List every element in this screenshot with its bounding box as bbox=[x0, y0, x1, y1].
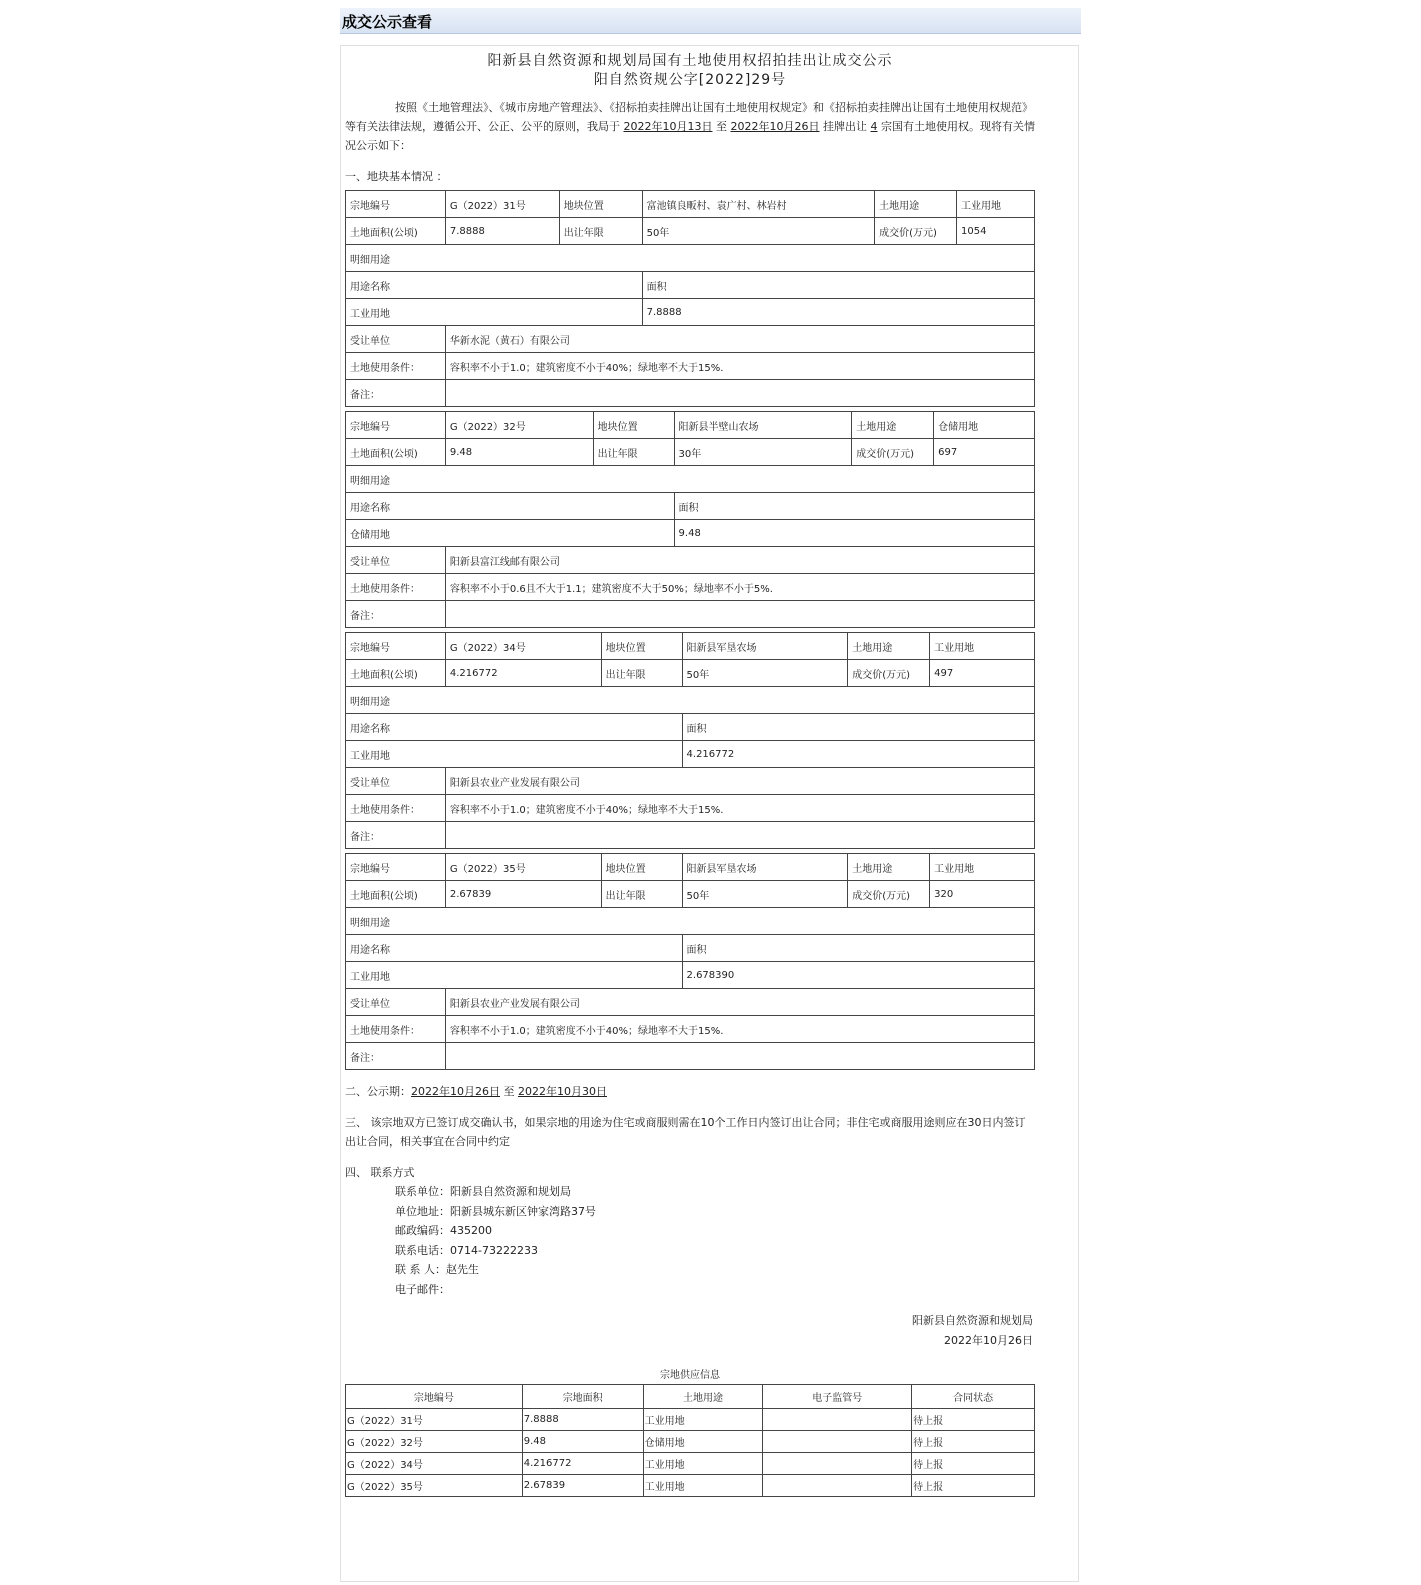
land-use-value: 工业用地 bbox=[930, 633, 1035, 660]
area-label: 土地面积(公顷) bbox=[346, 439, 446, 466]
intro-text-2: 挂牌出让 bbox=[819, 120, 871, 133]
parcel-row-remarks bbox=[346, 822, 1035, 849]
use-name-label: 用途名称 bbox=[346, 714, 683, 741]
area-label: 土地面积(公顷) bbox=[346, 660, 446, 687]
supply-cell: 待上报 bbox=[912, 1409, 1035, 1431]
page-title: 成交公示查看 bbox=[342, 13, 433, 31]
signature-block bbox=[345, 1311, 1035, 1350]
parcel-row-assignee bbox=[346, 989, 1035, 1016]
intro-to: 至 bbox=[712, 120, 731, 133]
parcel-row-detail-header bbox=[346, 935, 1035, 962]
intro-count: 4 bbox=[870, 120, 878, 133]
term-label: 出让年限 bbox=[559, 218, 642, 245]
area-short-label: 面积 bbox=[682, 935, 1034, 962]
term-value: 30年 bbox=[674, 439, 852, 466]
supply-body bbox=[346, 1409, 1035, 1497]
parcel-no-value: G（2022）35号 bbox=[445, 854, 601, 881]
parcel-no-label: 宗地编号 bbox=[346, 191, 446, 218]
area-short-label: 面积 bbox=[682, 714, 1034, 741]
assignee-value: 阳新县富江线邮有限公司 bbox=[445, 547, 1034, 574]
supply-header-cell: 宗地面积 bbox=[522, 1385, 643, 1409]
supply-header-cell: 土地用途 bbox=[643, 1385, 763, 1409]
supply-cell: 工业用地 bbox=[643, 1475, 763, 1497]
area-short-label: 面积 bbox=[674, 493, 1034, 520]
detail-use-label: 明细用途 bbox=[346, 908, 1035, 935]
parcel-no-label: 宗地编号 bbox=[346, 633, 446, 660]
price-value: 1054 bbox=[957, 218, 1035, 245]
remarks-value bbox=[445, 1043, 1034, 1070]
assignee-label: 受让单位 bbox=[346, 768, 446, 795]
remarks-value bbox=[445, 380, 1034, 407]
parcel-no-value: G（2022）31号 bbox=[445, 191, 559, 218]
detail-area-value: 7.8888 bbox=[642, 299, 1034, 326]
land-use-value: 工业用地 bbox=[930, 854, 1035, 881]
supply-cell: 待上报 bbox=[912, 1453, 1035, 1475]
supply-row bbox=[346, 1475, 1035, 1497]
notice-doc-number: 阳自然资规公字[2022]29号 bbox=[593, 72, 787, 88]
land-use-value: 工业用地 bbox=[957, 191, 1035, 218]
parcel-row-basic bbox=[346, 854, 1035, 881]
land-use-value: 仓储用地 bbox=[934, 412, 1035, 439]
supply-cell: 待上报 bbox=[912, 1475, 1035, 1497]
parcel-table bbox=[345, 632, 1035, 849]
use-name-label: 用途名称 bbox=[346, 493, 675, 520]
parcel-row-basic bbox=[346, 633, 1035, 660]
contact-address: 单位地址：阳新县城东新区钟家湾路37号 bbox=[395, 1204, 596, 1218]
area-value: 4.216772 bbox=[445, 660, 601, 687]
supply-cell bbox=[763, 1475, 912, 1497]
parcel-row-remarks bbox=[346, 1043, 1035, 1070]
supply-cell: 工业用地 bbox=[643, 1453, 763, 1475]
section4-title: 四、 联系方式 bbox=[345, 1166, 415, 1179]
signature-date: 2022年10月26日 bbox=[944, 1333, 1033, 1347]
location-value: 阳新县军垦农场 bbox=[682, 854, 848, 881]
section2-label: 二、公示期： bbox=[345, 1085, 411, 1098]
page-header-bar bbox=[340, 8, 1081, 34]
conditions-label: 土地使用条件： bbox=[346, 353, 446, 380]
term-label: 出让年限 bbox=[601, 660, 682, 687]
conditions-label: 土地使用条件： bbox=[346, 795, 446, 822]
term-value: 50年 bbox=[642, 218, 875, 245]
detail-area-value: 4.216772 bbox=[682, 741, 1034, 768]
supply-header-cell: 宗地编号 bbox=[346, 1385, 523, 1409]
price-label: 成交价(万元) bbox=[875, 218, 957, 245]
section2-date-start: 2022年10月26日 bbox=[411, 1085, 500, 1098]
parcel-no-label: 宗地编号 bbox=[346, 412, 446, 439]
detail-use-label: 明细用途 bbox=[346, 687, 1035, 714]
land-use-label: 土地用途 bbox=[848, 854, 930, 881]
land-use-label: 土地用途 bbox=[852, 412, 934, 439]
supply-header-row bbox=[346, 1385, 1035, 1409]
assignee-value: 阳新县农业产业发展有限公司 bbox=[445, 768, 1034, 795]
parcel-row-conditions bbox=[346, 574, 1035, 601]
remarks-label: 备注： bbox=[346, 822, 446, 849]
supply-header-cell: 合同状态 bbox=[912, 1385, 1035, 1409]
contact-block bbox=[345, 1182, 1035, 1299]
intro-text-3: 宗国有土地使用权。现将有关情况公示如下： bbox=[345, 120, 1035, 152]
section2 bbox=[345, 1082, 1035, 1101]
detail-name-value: 工业用地 bbox=[346, 299, 643, 326]
price-label: 成交价(万元) bbox=[852, 439, 934, 466]
area-label: 土地面积(公顷) bbox=[346, 881, 446, 908]
parcel-row-assignee bbox=[346, 547, 1035, 574]
parcel-no-value: G（2022）34号 bbox=[445, 633, 601, 660]
parcel-row-assignee bbox=[346, 768, 1035, 795]
intro-paragraph bbox=[345, 98, 1035, 155]
parcel-row-basic bbox=[346, 191, 1035, 218]
supply-cell: 4.216772 bbox=[522, 1453, 643, 1475]
parcel-row-detail-values bbox=[346, 299, 1035, 326]
parcel-row-detail-heading bbox=[346, 466, 1035, 493]
assignee-value: 华新水泥（黄石）有限公司 bbox=[445, 326, 1034, 353]
price-label: 成交价(万元) bbox=[848, 881, 930, 908]
remarks-label: 备注： bbox=[346, 380, 446, 407]
parcel-row-detail-values bbox=[346, 741, 1035, 768]
parcel-table bbox=[345, 853, 1035, 1070]
price-value: 697 bbox=[934, 439, 1035, 466]
parcel-row-detail-heading bbox=[346, 245, 1035, 272]
supply-cell: G（2022）34号 bbox=[346, 1453, 523, 1475]
term-value: 50年 bbox=[682, 881, 848, 908]
parcel-table bbox=[345, 411, 1035, 628]
term-label: 出让年限 bbox=[593, 439, 674, 466]
parcel-no-label: 宗地编号 bbox=[346, 854, 446, 881]
parcel-row-remarks bbox=[346, 601, 1035, 628]
detail-name-value: 工业用地 bbox=[346, 741, 683, 768]
conditions-value: 容积率不小于1.0；建筑密度不小于40%；绿地率不大于15%. bbox=[445, 353, 1034, 380]
intro-date-end: 2022年10月26日 bbox=[730, 120, 820, 133]
term-value: 50年 bbox=[682, 660, 848, 687]
detail-area-value: 9.48 bbox=[674, 520, 1034, 547]
remarks-value bbox=[445, 822, 1034, 849]
conditions-value: 容积率不小于1.0；建筑密度不小于40%；绿地率不大于15%. bbox=[445, 795, 1034, 822]
parcel-row-area bbox=[346, 881, 1035, 908]
parcel-row-detail-values bbox=[346, 962, 1035, 989]
remarks-label: 备注： bbox=[346, 601, 446, 628]
intro-date-start: 2022年10月13日 bbox=[623, 120, 713, 133]
supply-cell: 待上报 bbox=[912, 1431, 1035, 1453]
land-use-label: 土地用途 bbox=[875, 191, 957, 218]
location-value: 阳新县半壁山农场 bbox=[674, 412, 852, 439]
notice-title bbox=[345, 52, 1035, 90]
conditions-value: 容积率不小于1.0；建筑密度不小于40%；绿地率不大于15%. bbox=[445, 1016, 1034, 1043]
section2-date-end: 2022年10月30日 bbox=[518, 1085, 607, 1098]
contact-phone: 联系电话：0714-73222233 bbox=[395, 1243, 538, 1257]
land-use-label: 土地用途 bbox=[848, 633, 930, 660]
parcel-row-detail-header bbox=[346, 272, 1035, 299]
parcel-row-conditions bbox=[346, 1016, 1035, 1043]
location-label: 地块位置 bbox=[559, 191, 642, 218]
document-frame bbox=[340, 45, 1079, 1582]
detail-area-value: 2.678390 bbox=[682, 962, 1034, 989]
conditions-value: 容积率不小于0.6且不大于1.1；建筑密度不大于50%；绿地率不小于5%. bbox=[445, 574, 1034, 601]
contact-postcode: 邮政编码：435200 bbox=[395, 1224, 492, 1237]
parcel-row-detail-values bbox=[346, 520, 1035, 547]
price-value: 320 bbox=[930, 881, 1035, 908]
parcel-row-area bbox=[346, 218, 1035, 245]
location-value: 阳新县军垦农场 bbox=[682, 633, 848, 660]
supply-cell: 9.48 bbox=[522, 1431, 643, 1453]
remarks-value bbox=[445, 601, 1034, 628]
supply-cell: G（2022）32号 bbox=[346, 1431, 523, 1453]
parcel-row-detail-header bbox=[346, 493, 1035, 520]
section1-title: 一、地块基本情况 ： bbox=[345, 170, 448, 183]
detail-name-value: 仓储用地 bbox=[346, 520, 675, 547]
area-value: 2.67839 bbox=[445, 881, 601, 908]
parcel-row-remarks bbox=[346, 380, 1035, 407]
supply-cell: G（2022）35号 bbox=[346, 1475, 523, 1497]
supply-row bbox=[346, 1431, 1035, 1453]
assignee-label: 受让单位 bbox=[346, 547, 446, 574]
detail-use-label: 明细用途 bbox=[346, 466, 1035, 493]
section3: 三、 该宗地双方已签订成交确认书，如果宗地的用途为住宅或商服则需在10个工作日内签订出让合同；非住宅或商服用途则应在30日内签订出让合同，相关事宜在合同中约定 bbox=[345, 1116, 1026, 1148]
parcel-table bbox=[345, 190, 1035, 407]
signature-org: 阳新县自然资源和规划局 bbox=[912, 1314, 1033, 1327]
parcel-row-detail-heading bbox=[346, 687, 1035, 714]
area-short-label: 面积 bbox=[642, 272, 1034, 299]
detail-use-label: 明细用途 bbox=[346, 245, 1035, 272]
location-label: 地块位置 bbox=[593, 412, 674, 439]
supply-cell: 工业用地 bbox=[643, 1409, 763, 1431]
detail-name-value: 工业用地 bbox=[346, 962, 683, 989]
location-label: 地块位置 bbox=[601, 854, 682, 881]
contact-person: 联 系 人：赵先生 bbox=[395, 1263, 479, 1276]
parcel-row-area bbox=[346, 660, 1035, 687]
term-label: 出让年限 bbox=[601, 881, 682, 908]
intro-text-1: 按照《土地管理法》、《城市房地产管理法》、《招标拍卖挂牌出让国有土地使用权规定》和《招标拍卖挂牌出让国有土地使用权规范》等有关法律法规，遵循公开、公正、公平的原则，我局于 bbox=[345, 101, 1033, 133]
parcel-row-conditions bbox=[346, 353, 1035, 380]
supply-cell: G（2022）31号 bbox=[346, 1409, 523, 1431]
area-value: 9.48 bbox=[445, 439, 593, 466]
supply-table bbox=[345, 1384, 1035, 1497]
parcel-row-area bbox=[346, 439, 1035, 466]
parcel-row-assignee bbox=[346, 326, 1035, 353]
supply-cell: 仓储用地 bbox=[643, 1431, 763, 1453]
location-value: 富池镇良畈村、袁广村、林岩村 bbox=[642, 191, 875, 218]
contact-email: 电子邮件： bbox=[395, 1282, 450, 1296]
section2-to: 至 bbox=[500, 1085, 518, 1098]
supply-cell bbox=[763, 1453, 912, 1475]
area-label: 土地面积(公顷) bbox=[346, 218, 446, 245]
supply-header-cell: 电子监管号 bbox=[763, 1385, 912, 1409]
remarks-label: 备注： bbox=[346, 1043, 446, 1070]
conditions-label: 土地使用条件： bbox=[346, 574, 446, 601]
parcel-tables bbox=[345, 190, 1035, 1070]
area-value: 7.8888 bbox=[445, 218, 559, 245]
contact-unit: 联系单位：阳新县自然资源和规划局 bbox=[395, 1185, 571, 1198]
parcel-row-conditions bbox=[346, 795, 1035, 822]
use-name-label: 用途名称 bbox=[346, 272, 643, 299]
price-label: 成交价(万元) bbox=[848, 660, 930, 687]
price-value: 497 bbox=[930, 660, 1035, 687]
supply-cell: 2.67839 bbox=[522, 1475, 643, 1497]
parcel-no-value: G（2022）32号 bbox=[445, 412, 593, 439]
document-content bbox=[345, 46, 1035, 1497]
parcel-row-basic bbox=[346, 412, 1035, 439]
parcel-row-detail-heading bbox=[346, 908, 1035, 935]
supply-row bbox=[346, 1453, 1035, 1475]
conditions-label: 土地使用条件： bbox=[346, 1016, 446, 1043]
assignee-label: 受让单位 bbox=[346, 326, 446, 353]
supply-cell bbox=[763, 1409, 912, 1431]
notice-title-line1: 阳新县自然资源和规划局国有土地使用权招拍挂出让成交公示 bbox=[487, 53, 893, 69]
supply-cell bbox=[763, 1431, 912, 1453]
supply-caption: 宗地供应信息 bbox=[660, 1370, 720, 1381]
supply-row bbox=[346, 1409, 1035, 1431]
location-label: 地块位置 bbox=[601, 633, 682, 660]
parcel-row-detail-header bbox=[346, 714, 1035, 741]
use-name-label: 用途名称 bbox=[346, 935, 683, 962]
assignee-label: 受让单位 bbox=[346, 989, 446, 1016]
supply-cell: 7.8888 bbox=[522, 1409, 643, 1431]
assignee-value: 阳新县农业产业发展有限公司 bbox=[445, 989, 1034, 1016]
